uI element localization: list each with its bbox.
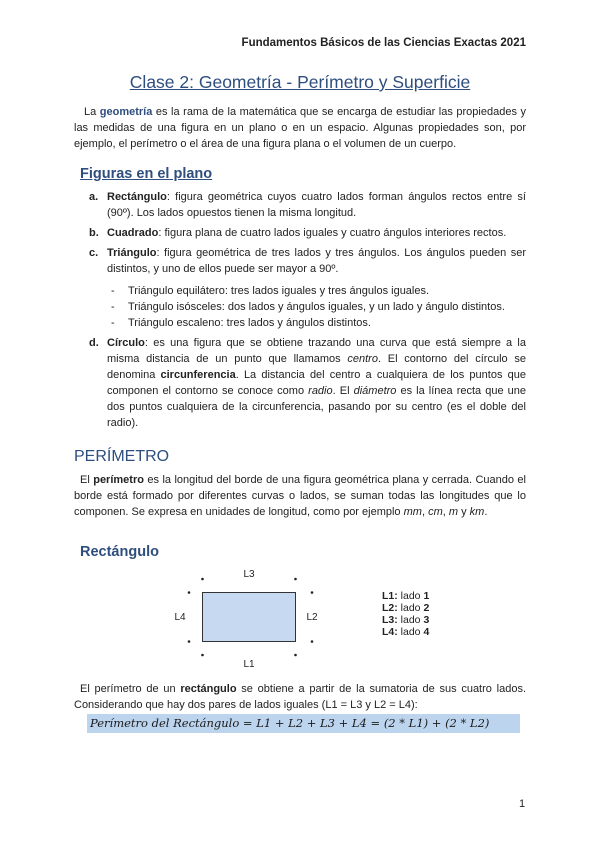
list-item-triangulo: c. Triángulo: figura geométrica de tres lados y tres ángulos. Los ángulos pueden ser distintos, y uno de ellos puede ser mayor a 90º. - Triángulo equilátero: tres lados iguales y tres ángulos iguales. - Triángulo isósceles: dos lados y ángulos iguales, y un lado y ángulo distintos. - Triángulo escaleno: tres lados y ángulos distintos.: [89, 247, 526, 329]
corner-dot: [188, 640, 191, 643]
list-item-cuadrado: b. Cuadrado: figura plana de cuatro lados iguales y cuatro ángulos interiores rectos.: [89, 227, 507, 239]
list-item-circulo: d. Círculo: es una figura que se obtiene trazando una curva que está siempre a la misma distancia de un punto que llamamos centro. El contorno del círculo se denomina circunferencia. La distancia del centro a cualquiera de los puntos que componen el contorno se conoce como radio. El diámetro es la línea recta que une dos puntos cualquiera de la circunferencia, pasando por su centro (es el doble del radio).: [89, 337, 527, 429]
corner-dot: [201, 578, 204, 581]
legend-item: L1: lado 1: [382, 590, 430, 602]
perimeter-formula: Perímetro del Rectángulo = L1 + L2 + L3 + L4 = (2 * L1) + (2 * L2): [87, 714, 520, 733]
perimetro-rectangulo-paragraph: El perímetro de un rectángulo se obtiene a partir de la sumatoria de sus cuatro lados. Considerando que hay dos pares de lados iguales (L1 = L3 y L2 = L4):: [74, 683, 526, 711]
page-header: Fundamentos Básicos de las Ciencias Exactas 2021: [241, 37, 526, 49]
corner-dot: [294, 578, 297, 581]
corner-dot: [201, 654, 204, 657]
legend-item: L3: lado 3: [382, 614, 430, 626]
page-number: 1: [519, 798, 526, 810]
section-rectangulo-title: Rectángulo: [80, 544, 159, 560]
side-label-bottom: L1: [243, 659, 255, 670]
side-label-top: L3: [243, 569, 255, 580]
intro-paragraph: La geometría es la rama de la matemática que se encarga de estudiar las propiedades y las medidas de una figura en un plano o en un espacio. Algunas propiedades son, por ejemplo, el perímetro o el área de una figura plana o el volumen de un cuerpo.: [74, 106, 526, 150]
list-item-rectangulo: a. Rectángulo: figura geométrica cuyos cuatro lados forman ángulos rectos entre sí (90º). Los lados opuestos tienen la misma longitud.: [89, 191, 526, 219]
corner-dot: [294, 654, 297, 657]
sublist-item: - Triángulo equilátero: tres lados iguales y tres ángulos iguales.: [111, 285, 430, 297]
section-figuras-title: Figuras en el plano: [80, 166, 213, 182]
rectangle-shape: [203, 593, 296, 642]
section-perimetro-title: PERÍMETRO: [74, 448, 170, 465]
legend-item: L4: lado 4: [382, 626, 430, 638]
figuras-list: [84, 189, 526, 435]
side-label-right: L2: [306, 612, 318, 623]
keyword-geometria: geometría: [99, 106, 153, 118]
corner-dot: [311, 640, 314, 643]
sublist-item: - Triángulo escaleno: tres lados y ángulos distintos.: [111, 317, 371, 329]
side-label-left: L4: [174, 612, 186, 623]
page-title: Clase 2: Geometría - Perímetro y Superficie: [129, 72, 471, 92]
sides-legend: [382, 590, 429, 638]
corner-dot: [188, 591, 191, 594]
triangulo-sublist: [107, 283, 526, 331]
legend-item: L2: lado 2: [382, 602, 430, 614]
corner-dot: [311, 591, 314, 594]
rectangle-diagram: [165, 565, 335, 670]
perimetro-paragraph: El perímetro es la longitud del borde de una figura geométrica plana y cerrada. Cuando el borde está formado por diferentes curvas o lados, se suman todas las longitudes que lo componen. Se expresa en unidades de longitud, como por ejemplo mm, cm, m y km.: [74, 474, 526, 518]
sublist-item: - Triángulo isósceles: dos lados y ángulos iguales, y un lado y ángulo distintos.: [111, 301, 505, 313]
